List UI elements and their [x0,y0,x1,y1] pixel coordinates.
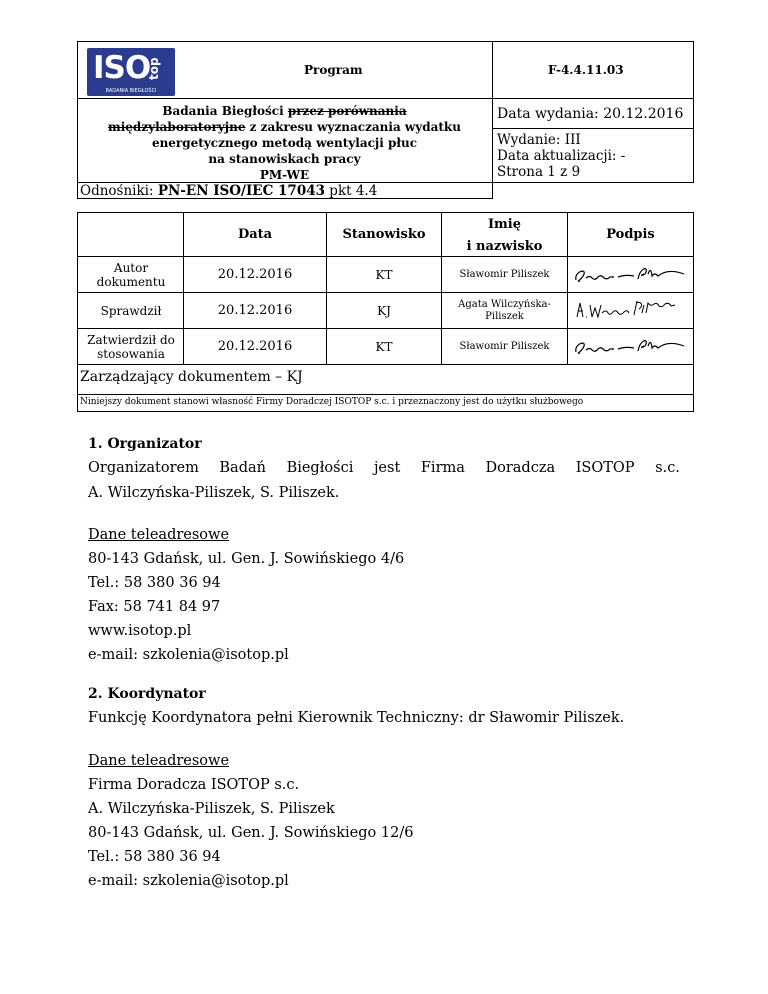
signature-author [572,262,687,288]
header-name-line2: i nazwisko [466,239,543,254]
para-word: Firma [420,460,465,476]
role-approver: Zatwierdził do stosowania [87,332,175,361]
header-signature: Podpis [606,227,655,242]
refs-standard: PN-EN ISO/IEC 17043 [157,183,326,199]
ownership-note: Niniejszy dokument stanowi własność Firmy Doradczej ISOTOP s.c. i przeznaczony jest do użytku służbowego [80,397,584,407]
section1-fax: Fax: 58 741 84 97 [88,599,221,615]
edition: Wydanie: III [497,132,581,148]
section2-heading: 2. Koordynator [88,686,206,702]
para-word: Doradcza [485,460,556,476]
date-author: 20.12.2016 [217,267,293,282]
title-line2: z zakresu wyznaczania wydatku [245,120,461,134]
logo-vertical-text: top [147,57,161,80]
section1-paragraph-line2: A. Wilczyńska-Piliszek, S. Piliszek. [88,485,340,501]
section1-address: 80-143 Gdańsk, ul. Gen. J. Sowińskiego 4/6 [88,551,405,567]
section1-www: www.isotop.pl [88,623,192,639]
position-checker: KJ [377,303,391,318]
title-struck1: przez porównania [287,104,407,118]
document-manager: Zarządzający dokumentem – KJ [80,369,303,385]
signature-checker [572,297,687,323]
section1-heading: 1. Organizator [88,436,202,452]
para-word: Organizatorem [88,460,199,476]
section2-email: e-mail: szkolenia@isotop.pl [88,873,289,889]
program-title [79,103,490,183]
para-word: Badań [219,460,266,476]
header-name-line1: Imię [487,217,522,232]
form-code: F-4.4.11.03 [548,63,624,77]
update-date: Data aktualizacji: - [497,148,626,164]
signature-approver [572,334,687,360]
references [80,183,377,199]
title-part1: Badania Biegłości [162,104,288,118]
logo-tagline: BADANIA BIEGŁOŚCI [105,88,157,94]
title-line5: PM-WE [259,168,310,182]
header-date: Data [237,227,273,242]
refs-label: Odnośniki: [80,183,158,199]
section1-email: e-mail: szkolenia@isotop.pl [88,647,289,663]
position-approver: KT [375,339,393,354]
section2-contact-heading: Dane teleadresowe [88,753,230,769]
header-name [442,214,567,258]
page-count: Strona 1 z 9 [497,164,581,180]
title-line3: energetycznego metodą wentylacji płuc [151,136,418,150]
role-checker: Sprawdził [100,303,162,318]
header-position: Stanowisko [342,227,426,242]
issue-date: Data wydania: 20.12.2016 [497,106,684,122]
para-word: s.c. [655,460,680,476]
section1-paragraph-line1 [88,460,680,476]
edition-block [497,132,625,180]
title-struck2: międzylaboratoryjne [108,120,246,134]
refs-rest: pkt 4.4 [325,183,378,199]
name-checker: Agata Wilczyńska-Piliszek [458,298,551,322]
section1-contact-heading: Dane teleadresowe [88,527,230,543]
date-approver: 20.12.2016 [217,339,293,354]
position-author: KT [375,267,393,282]
section2-address: 80-143 Gdańsk, ul. Gen. J. Sowińskiego 12/6 [88,825,414,841]
para-word: jest [373,460,401,476]
section2-paragraph: Funkcję Koordynatora pełni Kierownik Techniczny: dr Sławomir Piliszek. [88,710,625,726]
name-approver: Sławomir Piliszek [459,341,550,352]
section1-tel: Tel.: 58 380 36 94 [88,575,221,591]
section2-tel: Tel.: 58 380 36 94 [88,849,221,865]
logo-main-text: ISO [93,50,151,86]
name-author: Sławomir Piliszek [459,269,550,280]
isotop-logo [87,48,175,96]
para-word: Biegłości [286,460,354,476]
para-word: ISOTOP [575,460,635,476]
section2-firm: Firma Doradcza ISOTOP s.c. [88,777,300,793]
section2-owners: A. Wilczyńska-Piliszek, S. Piliszek [88,801,335,817]
program-label: Program [304,63,363,77]
date-checker: 20.12.2016 [217,303,293,318]
title-line4: na stanowiskach pracy [208,152,361,166]
role-author: Autor dokumentu [96,260,166,289]
